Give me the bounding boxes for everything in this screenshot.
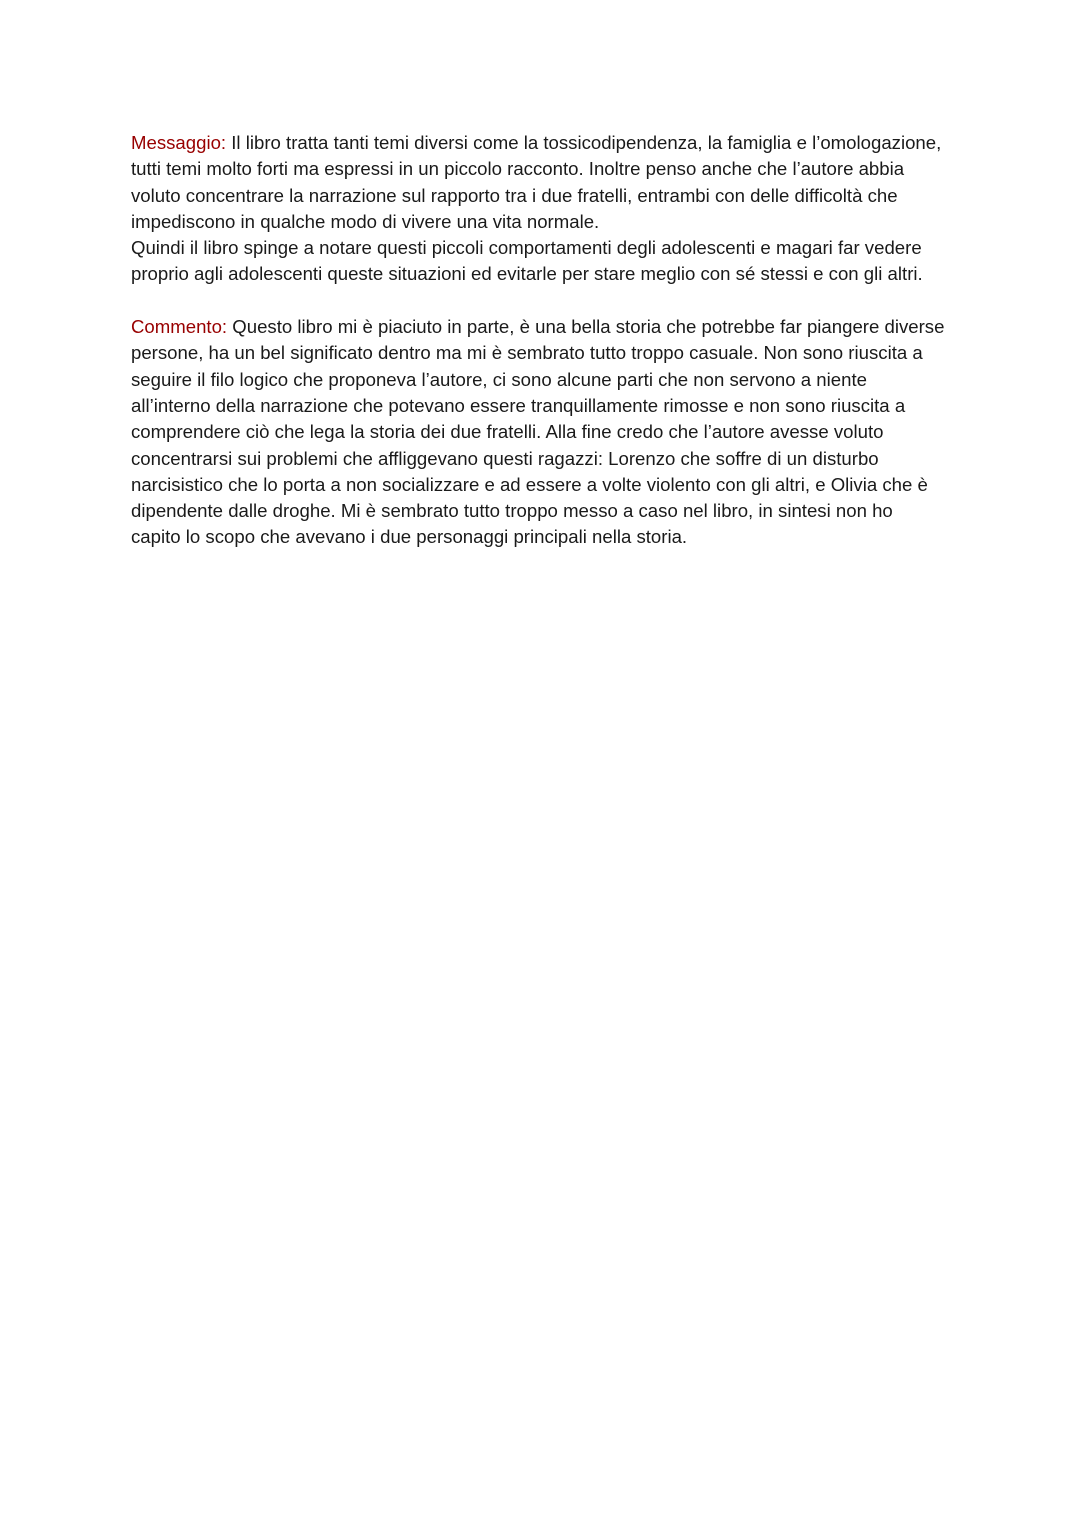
section-messaggio	[131, 130, 946, 288]
document-body	[131, 130, 946, 577]
section-label: Commento:	[131, 316, 228, 338]
section-label: Messaggio:	[131, 132, 227, 153]
section-paragraph	[131, 314, 946, 551]
section-commento	[131, 314, 946, 551]
paragraph-text: Quindi il libro spinge a notare questi piccoli comportamenti degli adolescenti e magari far vedere proprio agli adolescenti queste situazioni ed evitarle per stare meglio con sé stessi e con gli altri.	[131, 237, 923, 285]
section-paragraph	[131, 130, 946, 235]
paragraph-text: Questo libro mi è piaciuto in parte, è una bella storia che potrebbe far piangere diverse persone, ha un bel significato dentro ma mi è sembrato tutto troppo casuale. Non sono riuscita a seguire il filo logico che proponeva l’autore, ci sono alcune parti che non servono a niente all’interno della narrazione che potevano essere tranquillamente rimosse e non sono riuscita a comprendere ciò che lega la storia dei due fratelli. Alla fine credo che l’autore avesse voluto concentrarsi sui problemi che affliggevano questi ragazzi: Lorenzo che soffre di un disturbo narcisistico che lo porta a non socializzare e ad essere a volte violento con gli altri, e Olivia che è dipendente dalle droghe. Mi è sembrato tutto troppo messo a caso nel libro, in sintesi non ho capito lo scopo che avevano i due personaggi principali nella storia.	[131, 316, 945, 548]
section-paragraph	[131, 235, 946, 288]
paragraph-text: Il libro tratta tanti temi diversi come la tossicodipendenza, la famiglia e l’omologazione, tutti temi molto forti ma espressi in un piccolo racconto. Inoltre penso anche che l’autore abbia voluto concentrare la narrazione sul rapporto tra i due fratelli, entrambi con delle difficoltà che impediscono in qualche modo di vivere una vita normale.	[131, 132, 942, 232]
